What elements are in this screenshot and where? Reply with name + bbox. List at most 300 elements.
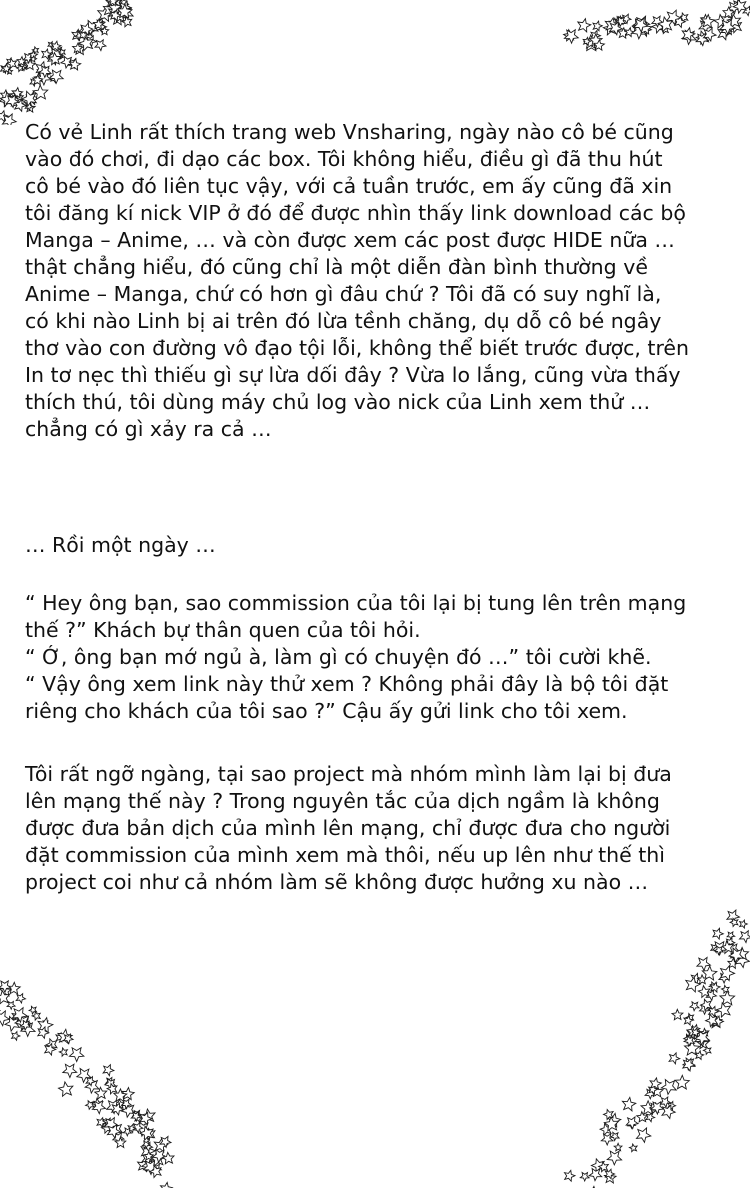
star-icon: [727, 944, 739, 955]
star-icon: [740, 931, 750, 943]
star-icon: [686, 977, 700, 992]
star-icon: [650, 1104, 660, 1114]
star-icon: [93, 19, 104, 29]
star-icon: [616, 16, 625, 25]
star-icon: [74, 43, 86, 55]
star-icon: [61, 56, 73, 68]
star-icon: [112, 1103, 124, 1115]
star-icon: [651, 1085, 663, 1096]
star-icon: [0, 981, 11, 993]
star-icon: [743, 6, 750, 15]
text-line: project coi như cả nhóm làm sẽ không được hưởng xu nào …: [25, 870, 649, 894]
star-icon: [161, 1182, 173, 1188]
star-icon: [26, 92, 38, 105]
star-icon: [584, 35, 598, 48]
star-icon: [0, 985, 11, 996]
star-icon: [610, 18, 620, 28]
star-icon: [672, 1009, 683, 1020]
star-icon: [719, 973, 729, 983]
star-icon: [32, 47, 38, 53]
star-icon: [122, 1088, 134, 1100]
star-icon: [86, 36, 97, 47]
star-icon: [714, 15, 728, 29]
star-icon: [589, 1169, 602, 1181]
star-icon: [48, 51, 61, 65]
star-icon: [0, 92, 15, 106]
star-icon: [633, 20, 642, 29]
star-icon: [115, 1137, 126, 1147]
star-icon: [69, 1048, 84, 1062]
star-icon: [100, 27, 108, 35]
star-icon: [103, 1065, 114, 1076]
star-icon: [19, 1017, 31, 1028]
star-icon: [720, 991, 735, 1005]
star-icon: [79, 25, 89, 35]
star-icon: [92, 1101, 105, 1114]
star-icon: [103, 3, 116, 16]
star-icon: [675, 16, 686, 27]
star-icon: [604, 1172, 616, 1183]
star-icon: [86, 1077, 95, 1086]
star-icon: [0, 111, 8, 122]
star-icon: [701, 1028, 709, 1036]
star-icon: [59, 49, 66, 56]
star-icon: [36, 62, 49, 75]
star-icon: [160, 1136, 171, 1147]
star-icon: [740, 920, 748, 928]
star-icon: [652, 16, 663, 27]
star-icon: [123, 1128, 131, 1136]
star-icon: [22, 91, 37, 106]
star-icon: [729, 20, 741, 33]
star-icon: [723, 7, 734, 18]
text-line: “ Hey ông bạn, sao commission của tôi lại bị tung lên trên mạng: [25, 591, 687, 615]
star-icon: [69, 59, 80, 70]
star-icon: [700, 1005, 710, 1015]
star-icon: [150, 1152, 164, 1166]
star-icon: [0, 991, 10, 1004]
star-icon: [107, 1125, 120, 1138]
star-icon: [144, 1161, 158, 1175]
star-icon: [604, 1110, 614, 1120]
star-icon: [717, 1003, 731, 1017]
star-icon: [152, 1164, 162, 1173]
star-icon: [584, 37, 599, 51]
star-icon: [84, 20, 98, 34]
star-icon: [115, 0, 124, 1]
star-icon: [144, 1151, 153, 1160]
star-icon: [603, 21, 616, 35]
star-icon: [42, 70, 50, 78]
star-icon: [650, 1078, 661, 1089]
star-icon: [615, 17, 624, 25]
star-icon: [637, 1128, 651, 1142]
paragraph-surprise: [25, 761, 730, 896]
star-icon: [133, 1110, 142, 1118]
star-icon: [38, 1027, 49, 1038]
star-icon: [697, 957, 711, 970]
star-icon: [63, 1064, 77, 1077]
star-icon: [578, 19, 591, 32]
star-icon: [8, 982, 20, 994]
star-icon: [607, 1151, 621, 1165]
star-icon: [667, 10, 681, 25]
star-icon: [721, 941, 733, 953]
star-icon: [150, 1166, 161, 1178]
star-icon: [685, 1041, 700, 1055]
star-icon: [721, 25, 732, 36]
star-icon: [7, 59, 17, 69]
star-icon: [706, 990, 716, 1000]
star-icon: [723, 23, 735, 35]
star-icon: [21, 1020, 31, 1030]
star-icon: [23, 53, 33, 63]
star-icon: [701, 15, 710, 24]
star-icon: [142, 1141, 150, 1148]
stars-corner-icon: [0, 0, 180, 125]
star-icon: [618, 28, 629, 38]
star-icon: [706, 1014, 718, 1026]
star-icon: [593, 21, 602, 31]
text-line: thế ?” Khách bự thân quen của tôi hỏi.: [25, 618, 421, 642]
star-icon: [41, 1021, 49, 1029]
star-icon: [122, 1099, 132, 1108]
star-icon: [726, 938, 735, 947]
paragraph-dialogue: [25, 590, 730, 725]
star-icon: [95, 40, 106, 51]
star-icon: [97, 18, 105, 26]
star-icon: [690, 1002, 699, 1011]
star-icon: [141, 1109, 155, 1123]
star-icon: [115, 1099, 124, 1108]
star-icon: [622, 1097, 635, 1111]
text-line: thật chẳng hiểu, đó cũng chỉ là một diễn đàn bình thường về: [25, 255, 648, 279]
star-icon: [102, 1118, 113, 1129]
star-icon: [675, 1075, 689, 1089]
star-icon: [59, 1082, 73, 1096]
star-icon: [698, 975, 707, 984]
star-icon: [709, 1015, 722, 1028]
star-icon: [58, 1029, 72, 1043]
star-icon: [45, 1044, 56, 1056]
stars-decoration-top-right: [560, 0, 750, 80]
star-icon: [17, 57, 26, 66]
star-icon: [112, 4, 122, 13]
star-icon: [119, 0, 128, 9]
star-icon: [25, 59, 36, 69]
star-icon: [79, 36, 93, 51]
text-line: thơ vào con đường vô đạo tội lỗi, không thể biết trước được, trên: [25, 336, 690, 360]
star-icon: [696, 31, 709, 44]
star-icon: [1, 65, 10, 74]
text-line: có khi nào Linh bị ai trên đó lừa tềnh chăng, dụ dỗ cô bé ngây: [25, 309, 662, 333]
star-icon: [79, 31, 88, 40]
star-icon: [120, 7, 133, 20]
star-icon: [730, 918, 738, 926]
star-icon: [660, 1097, 670, 1107]
star-icon: [709, 1006, 719, 1016]
star-icon: [15, 100, 26, 112]
star-icon: [591, 31, 601, 41]
text-line: thích thú, tôi dùng máy chủ log vào nick của Linh xem thử …: [25, 390, 651, 414]
star-icon: [142, 1153, 154, 1165]
star-icon: [109, 1, 122, 13]
star-icon: [12, 1011, 21, 1021]
star-icon: [709, 982, 717, 990]
star-icon: [92, 1098, 103, 1109]
star-icon: [81, 23, 93, 35]
star-icon: [733, 0, 742, 9]
star-icon: [85, 27, 94, 36]
star-icon: [140, 1112, 152, 1124]
star-icon: [75, 31, 84, 40]
star-icon: [610, 22, 623, 35]
star-icon: [114, 10, 126, 22]
star-icon: [589, 34, 602, 46]
star-icon: [25, 103, 33, 111]
star-icon: [85, 1079, 99, 1093]
star-icon: [629, 1144, 637, 1152]
star-icon: [33, 75, 43, 85]
star-icon: [733, 0, 746, 13]
star-icon: [669, 1053, 680, 1064]
star-icon: [86, 1101, 95, 1110]
star-icon: [600, 1124, 611, 1136]
star-icon: [713, 942, 727, 955]
star-icon: [29, 1006, 37, 1014]
star-icon: [19, 62, 27, 70]
star-icon: [721, 13, 732, 24]
star-icon: [30, 79, 38, 87]
star-icon: [16, 94, 24, 102]
stars-decoration-top-left: [0, 0, 180, 125]
star-icon: [34, 73, 43, 82]
star-icon: [5, 1017, 19, 1032]
star-icon: [21, 1023, 35, 1037]
star-icon: [695, 1051, 703, 1060]
star-icon: [684, 1034, 692, 1043]
star-icon: [701, 999, 712, 1010]
star-icon: [683, 1059, 695, 1072]
star-icon: [72, 29, 83, 40]
star-icon: [704, 28, 717, 41]
star-icon: [727, 14, 740, 27]
star-icon: [77, 1069, 91, 1083]
star-icon: [113, 1133, 124, 1144]
star-icon: [626, 1117, 638, 1129]
star-icon: [17, 65, 24, 72]
star-icon: [49, 46, 64, 60]
star-icon: [564, 30, 575, 41]
text-line: Manga – Anime, … và còn được xem các post được HIDE nữa …: [25, 228, 675, 252]
star-icon: [703, 1046, 711, 1054]
star-icon: [98, 6, 113, 21]
star-icon: [144, 1142, 153, 1151]
star-icon: [49, 53, 61, 65]
star-icon: [718, 27, 730, 40]
star-icon: [102, 0, 116, 3]
star-icon: [715, 946, 724, 955]
star-icon: [7, 68, 13, 74]
star-icon: [95, 21, 106, 33]
star-icon: [42, 49, 52, 59]
star-icon: [106, 0, 117, 8]
star-icon: [635, 16, 649, 31]
star-icon: [109, 0, 118, 6]
star-icon: [134, 1114, 142, 1122]
star-icon: [51, 75, 59, 83]
star-icon: [107, 1100, 121, 1114]
star-icon: [682, 30, 696, 44]
star-icon: [133, 1123, 143, 1133]
star-icon: [662, 1105, 675, 1119]
stars-decoration-bottom-left: [0, 975, 215, 1188]
star-icon: [692, 1028, 701, 1037]
star-icon: [32, 1012, 40, 1020]
star-icon: [729, 948, 743, 962]
text-line: Tôi rất ngỡ ngàng, tại sao project mà nhóm mình làm lại bị đưa: [25, 762, 672, 786]
text-line: đặt commission của mình xem mà thôi, nếu up lên như thế thì: [25, 843, 665, 867]
star-icon: [152, 1149, 165, 1162]
star-icon: [12, 88, 23, 98]
star-icon: [614, 1143, 622, 1151]
text-line: “ Vậy ông xem link này thử xem ? Không phải đây là bộ tôi đặt: [25, 672, 669, 696]
star-icon: [37, 71, 52, 85]
star-icon: [605, 1169, 614, 1179]
star-icon: [120, 0, 128, 7]
star-icon: [698, 986, 710, 998]
star-icon: [695, 1031, 710, 1046]
star-icon: [140, 1126, 153, 1140]
star-icon: [736, 947, 749, 959]
star-icon: [611, 1132, 620, 1140]
star-icon: [727, 932, 735, 939]
paragraph-one-day: [25, 532, 730, 559]
star-icon: [128, 1124, 136, 1132]
star-icon: [11, 91, 19, 99]
text-line: được đưa bản dịch của mình lên mạng, chỉ được đưa cho người: [25, 816, 671, 840]
star-icon: [632, 23, 642, 32]
stars-corner-icon: [550, 900, 750, 1188]
star-icon: [646, 1113, 655, 1122]
star-icon: [117, 4, 132, 18]
text-line: Có vẻ Linh rất thích trang web Vnsharing, ngày nào cô bé cũng: [25, 120, 674, 144]
star-icon: [106, 1078, 114, 1086]
star-icon: [684, 1016, 693, 1025]
star-icon: [713, 928, 723, 939]
star-icon: [6, 95, 19, 108]
text-line: lên mạng thế này ? Trong nguyên tắc của dịch ngầm là không: [25, 789, 660, 813]
text-line: chẳng có gì xảy ra cả …: [25, 417, 272, 441]
star-icon: [625, 28, 634, 37]
text-line: … Rồi một ngày …: [25, 533, 216, 557]
star-icon: [7, 58, 14, 66]
star-icon: [687, 1028, 698, 1039]
star-icon: [698, 1038, 709, 1049]
star-icon: [135, 1122, 149, 1136]
star-icon: [0, 94, 12, 107]
star-icon: [1, 90, 11, 100]
star-icon: [15, 1015, 30, 1030]
star-icon: [56, 1033, 65, 1042]
text-line: In tơ nẹc thì thiếu gì sự lừa dối đây ? Vừa lo lắng, cũng vừa thấy: [25, 363, 681, 387]
star-icon: [605, 18, 619, 32]
star-icon: [601, 1134, 613, 1145]
star-icon: [2, 114, 16, 125]
star-icon: [701, 15, 714, 28]
star-icon: [641, 1101, 655, 1114]
text-line: Anime – Manga, chứ có hơn gì đâu chứ ? Tôi đã có suy nghĩ là,: [25, 282, 662, 306]
star-icon: [49, 70, 63, 83]
star-icon: [684, 1036, 694, 1046]
star-icon: [0, 1011, 9, 1026]
star-icon: [580, 1173, 589, 1182]
star-icon: [686, 1014, 694, 1022]
star-icon: [2, 64, 11, 73]
star-icon: [639, 23, 652, 36]
star-icon: [7, 1002, 15, 1010]
star-icon: [26, 103, 36, 112]
star-icon: [727, 910, 740, 923]
star-icon: [33, 85, 48, 99]
star-icon: [48, 42, 54, 48]
star-icon: [122, 17, 132, 27]
star-icon: [720, 20, 735, 35]
star-icon: [111, 0, 123, 6]
star-icon: [699, 20, 712, 33]
stars-corner-icon: [0, 975, 215, 1188]
star-icon: [122, 1104, 135, 1117]
star-icon: [29, 51, 38, 59]
star-icon: [107, 1084, 117, 1094]
star-icon: [12, 1032, 20, 1041]
star-icon: [37, 67, 48, 79]
star-icon: [118, 0, 128, 2]
star-icon: [661, 25, 669, 33]
star-icon: [97, 1118, 106, 1127]
star-icon: [30, 56, 36, 62]
star-icon: [650, 1103, 658, 1110]
star-icon: [683, 1058, 695, 1070]
star-icon: [696, 33, 708, 45]
star-icon: [637, 1112, 648, 1122]
star-icon: [131, 1112, 141, 1121]
star-icon: [691, 973, 701, 984]
star-icon: [138, 1159, 151, 1172]
star-icon: [38, 1018, 53, 1033]
star-icon: [692, 1025, 700, 1033]
star-icon: [658, 17, 673, 32]
text-line: vào đó chơi, đi dạo các box. Tôi không hiểu, điều gì đã thu hút: [25, 147, 663, 171]
text-line: tôi đăng kí nick VIP ở đó để được nhìn thấy link download các bộ: [25, 201, 686, 225]
star-icon: [109, 1123, 122, 1136]
star-icon: [661, 1080, 676, 1095]
text-line: “ Ớ, ông bạn mớ ngủ à, làm gì có chuyện đó …” tôi cười khẽ.: [25, 645, 652, 669]
star-icon: [639, 22, 652, 34]
star-icon: [651, 1102, 664, 1114]
stars-decoration-bottom-right: [550, 900, 750, 1188]
star-icon: [154, 1139, 167, 1152]
star-icon: [145, 1132, 153, 1140]
star-icon: [142, 1160, 154, 1172]
star-icon: [39, 66, 51, 78]
star-icon: [634, 18, 648, 32]
star-icon: [731, 952, 739, 960]
star-icon: [687, 1026, 698, 1037]
star-icon: [119, 1, 131, 13]
star-icon: [11, 94, 25, 109]
star-icon: [608, 1113, 621, 1126]
